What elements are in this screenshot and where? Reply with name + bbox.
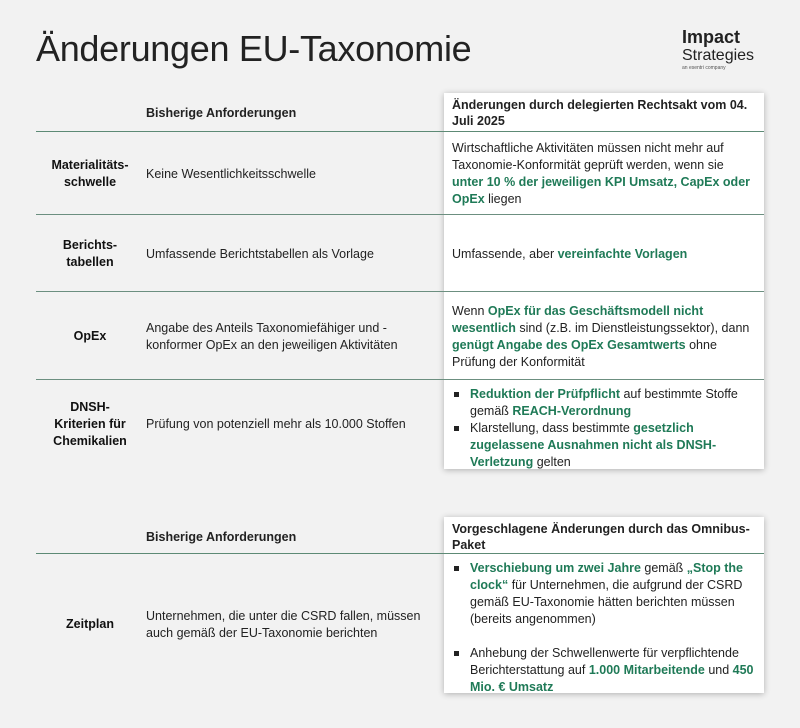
- row-divider-2: [36, 291, 764, 292]
- logo-line-2: Strategies: [682, 47, 755, 64]
- table2-header-divider: [36, 553, 764, 554]
- logo-tagline: an esentri company: [682, 65, 726, 71]
- table1-header-divider: [36, 131, 764, 132]
- row-divider-3: [36, 379, 764, 380]
- table1-head-old: Bisherige Anforderungen: [146, 106, 297, 120]
- logo-line-1: Impact: [682, 27, 741, 47]
- schedule-bullet-1: Verschiebung um zwei Jahre gemäß „Stop the clock“ für Unternehmen, die aufgrund der CSRD gemäß EU-Taxonomie hätten berichten müssen (bereits angenommen): [452, 560, 757, 628]
- row-new-dnsh: [452, 386, 757, 471]
- row-label-materiality: Materialitäts- schwelle: [51, 158, 129, 189]
- table1-head-new: Änderungen durch delegierten Rechtsakt vom 04. Juli 2025: [452, 98, 748, 128]
- row-new-opex: Wenn OpEx für das Geschäftsmodell nicht wesentlich sind (z.B. im Dienstleistungssektor), dann genügt Angabe des OpEx Gesamtwerts ohne Prüfung der Konformität: [452, 304, 750, 369]
- row-old-schedule: Unternehmen, die unter die CSRD fallen, müssen auch gemäß der EU-Taxonomie berichten: [146, 609, 421, 640]
- row-label-reporting-tables: Berichts- tabellen: [62, 238, 118, 269]
- table2-head-new: Vorgeschlagene Änderungen durch das Omnibus-Paket: [452, 522, 750, 552]
- row-label-dnsh: DNSH- Kriterien für Chemikalien: [53, 400, 127, 448]
- row-old-reporting-tables: Umfassende Berichtstabellen als Vorlage: [146, 247, 374, 261]
- row-label-schedule: Zeitplan: [66, 617, 114, 631]
- company-logo: [682, 28, 754, 71]
- row-label-opex: OpEx: [73, 329, 107, 343]
- dnsh-bullet-1: Reduktion der Prüfpflicht auf bestimmte Stoffe gemäß REACH-Verordnung: [452, 386, 757, 420]
- row-new-schedule: [452, 560, 757, 696]
- row-old-opex: Angabe des Anteils Taxonomiefähiger und -konformer OpEx an den jeweiligen Aktivitäten: [146, 321, 398, 352]
- row-new-materiality: Wirtschaftliche Aktivitäten müssen nicht mehr auf Taxonomie-Konformität geprüft werden, wenn sie unter 10 % der jeweiligen KPI Umsatz, CapEx oder OpEx liegen: [452, 141, 751, 206]
- row-old-materiality: Keine Wesentlichkeitsschwelle: [146, 167, 316, 181]
- schedule-bullet-2: Anhebung der Schwellenwerte für verpflichtende Berichterstattung auf 1.000 Mitarbeitende und 450 Mio. € Umsatz: [452, 645, 757, 696]
- dnsh-bullet-2: Klarstellung, dass bestimmte gesetzlich zugelassene Ausnahmen nicht als DNSH-Verletzung gelten: [452, 420, 757, 471]
- page-title: Änderungen EU-Taxonomie: [36, 28, 472, 69]
- row-old-dnsh: Prüfung von potenziell mehr als 10.000 Stoffen: [146, 417, 406, 431]
- row-new-reporting-tables: Umfassende, aber vereinfachte Vorlagen: [452, 247, 688, 261]
- table2-head-old: Bisherige Anforderungen: [146, 530, 297, 544]
- row-divider-1: [36, 214, 764, 215]
